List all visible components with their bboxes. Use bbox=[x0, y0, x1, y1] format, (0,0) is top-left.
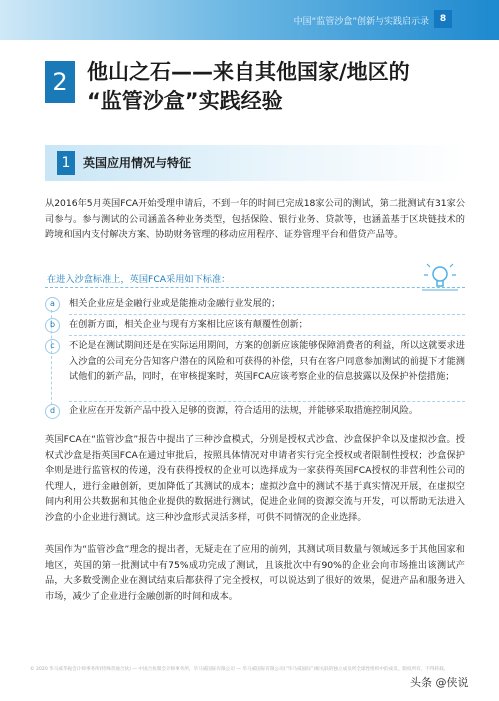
criteria-text-a: 相关企业应是金融行业或是能推动金融行业发展的； bbox=[69, 298, 281, 309]
criteria-item-a bbox=[45, 296, 465, 312]
chapter-heading bbox=[45, 58, 465, 118]
standards-heading-label: 在进入沙盒标准上，英国FCA采用如下标准： bbox=[47, 274, 231, 285]
section-title: 英国应用情况与特征 bbox=[83, 156, 192, 170]
criteria-text-b: 在创新方面，相关企业与现有方案相比应该有颠覆性创新； bbox=[69, 319, 308, 330]
criteria-item-c bbox=[45, 338, 465, 398]
criteria-item-b bbox=[45, 317, 465, 333]
criteria-letter-d: d bbox=[45, 404, 60, 419]
chapter-title-line1: 他山之石——来自其他国家/地区的 bbox=[87, 60, 410, 84]
lightbulb-icon bbox=[420, 263, 460, 293]
criteria-divider bbox=[69, 335, 465, 336]
criteria-letter-c: c bbox=[45, 339, 60, 354]
chapter-number: 2 bbox=[45, 61, 75, 103]
chapter-title-line2: “监管沙盒”实践经验 bbox=[87, 89, 283, 113]
running-title: 中国“监管沙盒”创新与实践启示录 bbox=[293, 17, 429, 27]
header-bar bbox=[0, 0, 499, 40]
chapter-title bbox=[87, 58, 487, 116]
page-number: 8 bbox=[434, 10, 452, 28]
criteria-letter-b: b bbox=[45, 318, 60, 333]
paragraph-intro: 从2016年5月英国FCA开始受理申请后，不到一年的时间已完成18家公司的测试，第二批测试有31家公司参与。参与测试的公司涵盖各种业务类型，包括保险、银行业务、贷款等，也涵盖基于区块链技术的跨境和国内支付解决方案、协助财务管理的移动应用程序、证券管理平台和借贷产品等。 bbox=[45, 198, 465, 240]
watermark: 头条 @侠说 bbox=[410, 676, 469, 689]
criteria-text-d: 企业应在开发新产品中投入足够的资源，符合适用的法规，并能够采取措施控制风险。 bbox=[69, 405, 419, 416]
section-heading bbox=[45, 145, 465, 181]
criteria-letter-a: a bbox=[45, 297, 60, 312]
section-number: 1 bbox=[57, 151, 75, 175]
paragraph-sandbox-modes: 英国FCA在“监管沙盒”报告中提出了三种沙盒模式，分别是授权式沙盒、沙盒保护伞以及虚拟沙盒。授权式沙盒是指英国FCA在通过审批后，按照具体情况对申请者实行完全授权或者限制性授权；沙盒保护伞则是进行监管权的传递，没有获得授权的企业可以选择成为一家获得英国FCA授权的非营利性公司的代理人，进行金融创新，更加降低了其测试的成本；虚拟沙盒中的测试不基于真实情况开展，在虚拟空间内利用公共数据和其他企业提供的数据进行测试，促进企业间的资源交流与开发，可以帮助无法进入沙盒的小企业进行测试。这三种沙盒形式灵活多样，可供不同情况的企业选择。 bbox=[45, 434, 465, 523]
criteria-divider bbox=[69, 314, 465, 315]
paragraph-uk-results: 英国作为“监管沙盒”理念的提出者，无疑走在了应用的前列，其测试项目数量与领域远多于其他国家和地区，英国的第一批测试中有75%成功完成了测试，且该批次中有90%的企业会向市场推出该测试产品，大多数受测企业在测试结束后都获得了完全授权，可以说达到了很好的效果，促进产品和服务进入市场，减少了企业进行金融创新的时间和成本。 bbox=[45, 544, 465, 602]
footer-copyright: © 2020 毕马威华振会计师事务所(特殊普通合伙) — 中国合伙制会计师事务所，毕马威国际有限公司 — 毕马威国际有限公司(“毕马威国际”)相关联的独立成员所全球性组织中的成员。版权所有，不得转载。 bbox=[30, 667, 449, 672]
criteria-divider bbox=[69, 401, 465, 402]
criteria-text-c: 不论是在测试期间还是在实际运用期间，方案的创新应该能够保障消费者的利益，所以这就要求进入沙盒的公司充分告知客户潜在的风险和可获得的补偿，只有在客户同意参加测试的前提下才能测试他们的新产品，同时，在审核提案时，英国FCA应该考察企业的信息披露以及保护补偿措施； bbox=[69, 340, 465, 382]
standards-heading bbox=[45, 269, 465, 288]
criteria-item-d bbox=[45, 403, 465, 419]
